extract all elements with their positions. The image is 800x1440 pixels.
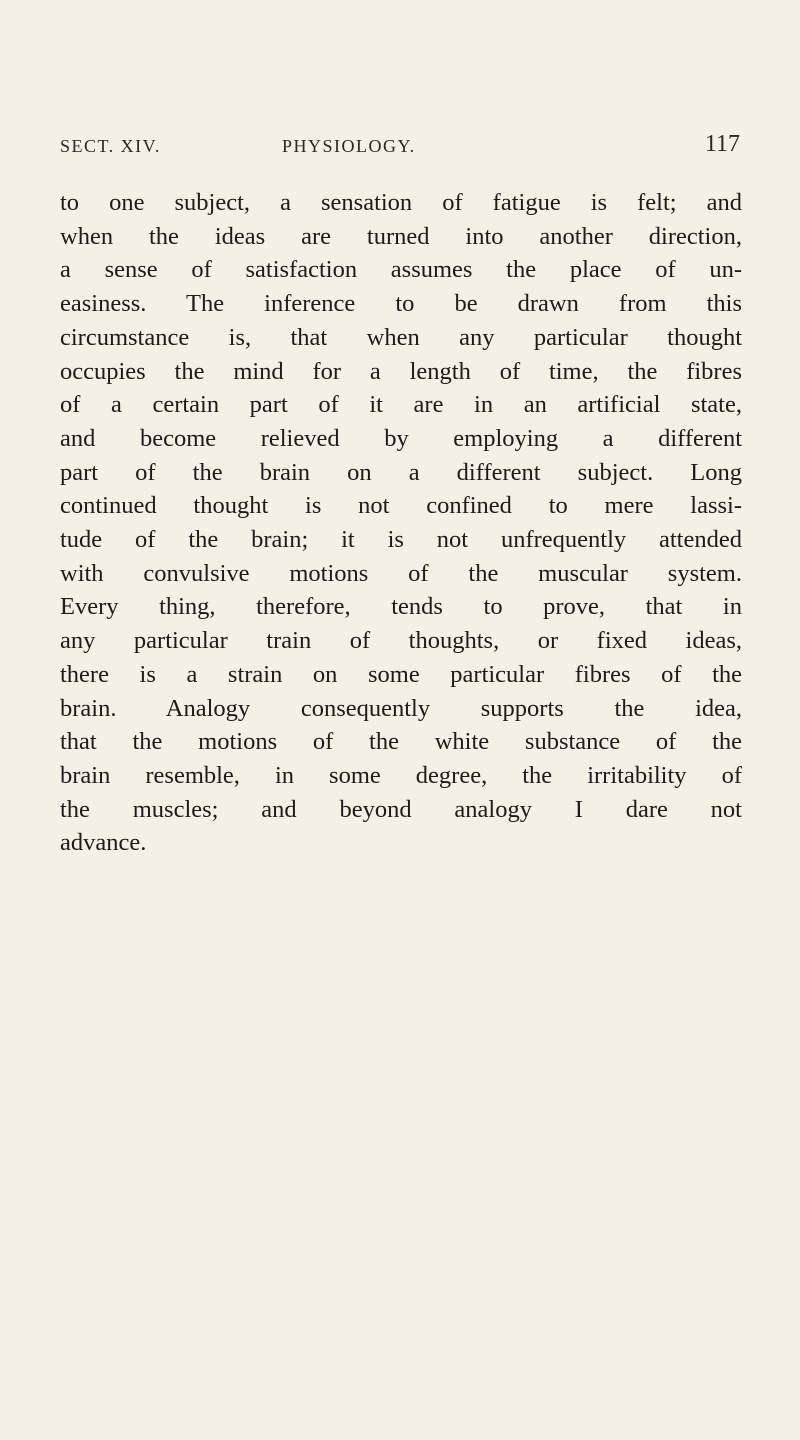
text-line: easiness. The inference to be drawn from this xyxy=(60,290,742,318)
text-line: any particular train of thoughts, or fixed ideas, xyxy=(60,627,742,655)
text-line: to one subject, a sensation of fatigue is felt; and xyxy=(60,189,742,216)
text-line: when the ideas are turned into another direction, xyxy=(60,222,742,250)
page-number: 117 xyxy=(704,131,740,157)
body-paragraph xyxy=(60,186,742,860)
chapter-title: PHYSIOLOGY. xyxy=(282,136,416,156)
text-line: occupies the mind for a length of time, the fibres xyxy=(60,357,742,385)
text-line: brain resemble, in some degree, the irritability of xyxy=(60,761,742,789)
text-line: the muscles; and beyond analogy I dare not xyxy=(60,795,742,823)
text-line: tude of the brain; it is not unfrequently attended xyxy=(60,526,742,554)
text-line: Every thing, therefore, tends to prove, that in xyxy=(60,593,742,621)
text-line: with convulsive motions of the muscular system. xyxy=(60,559,742,587)
text-line: that the motions of the white substance of the xyxy=(60,728,742,756)
text-line: advance. xyxy=(60,829,147,857)
section-label: SECT. XIV. xyxy=(60,136,161,156)
text-line: continued thought is not confined to mere lassi- xyxy=(60,492,742,520)
text-line: there is a strain on some particular fibres of the xyxy=(60,660,742,688)
text-line: a sense of satisfaction assumes the place of un- xyxy=(60,256,742,284)
text-line: of a certain part of it are in an artificial state, xyxy=(60,391,742,419)
running-head xyxy=(60,131,740,168)
text-line: circumstance is, that when any particular thought xyxy=(60,323,742,351)
text-line: brain. Analogy consequently supports the idea, xyxy=(60,694,742,722)
text-line: and become relieved by employing a different xyxy=(60,424,742,452)
text-line: part of the brain on a different subject. Long xyxy=(60,458,742,486)
